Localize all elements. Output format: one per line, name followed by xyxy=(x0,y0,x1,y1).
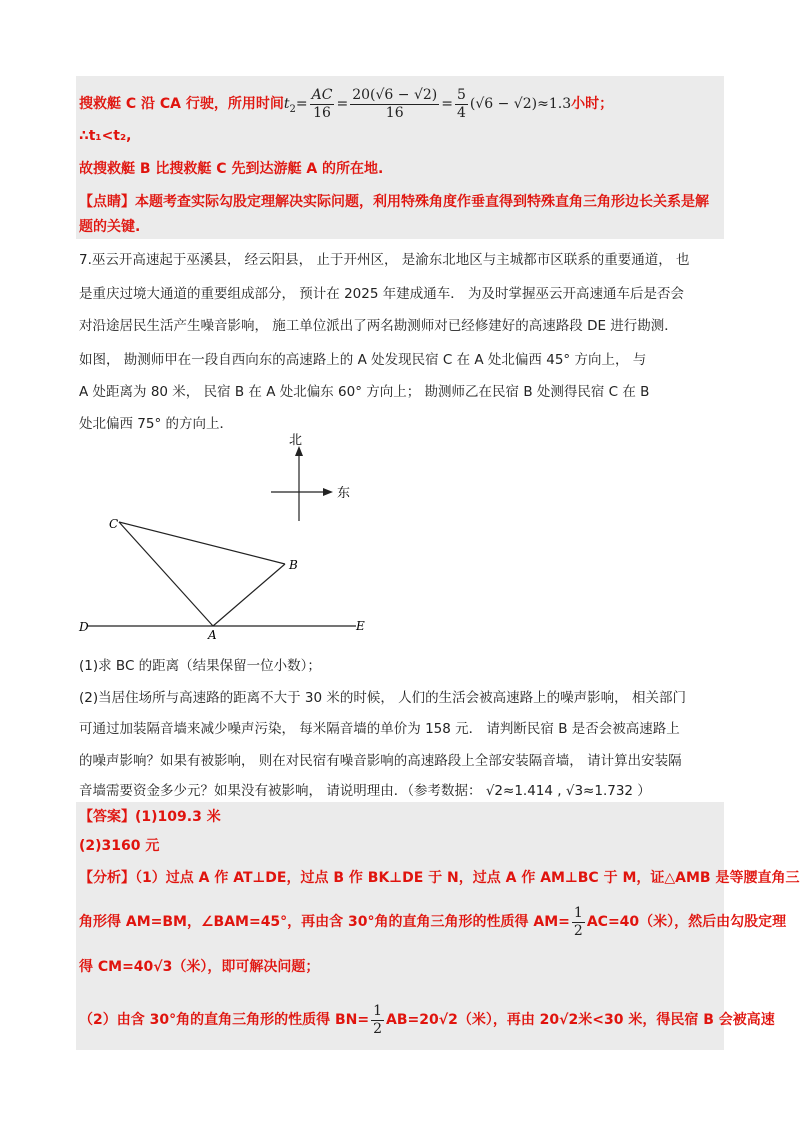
frac-den: 16 xyxy=(313,104,331,121)
label-d: D xyxy=(79,620,89,634)
label-c: C xyxy=(109,517,119,531)
comment-line-1 xyxy=(79,191,709,211)
fraction-half xyxy=(371,1003,384,1038)
answer-row-1 xyxy=(79,806,221,826)
fraction-ac-16 xyxy=(310,87,335,122)
north-label: 北 xyxy=(289,433,303,448)
analysis-text: AC=40（米），然后由勾股定理 xyxy=(586,914,787,930)
problem-line: 处北偏西 75° 的方向上． xyxy=(79,416,234,432)
answer-value: (√6 − √2)≈1.3 xyxy=(469,96,572,112)
problem-line: 是重庆过境大通道的重要组成部分， 预计在 2025 年建成通车． 为及时掌握巫云开高速通车后是否会 xyxy=(79,286,685,302)
conclusion-text: 故搜救艇 B 比搜救艇 C 先到达游艇 A 的所在地. xyxy=(79,161,384,177)
t2-symbol: t xyxy=(283,96,290,112)
fraction-half xyxy=(572,905,585,940)
segment-cb xyxy=(119,522,285,564)
question-1: (1)求 BC 的距离（结果保留一位小数）； xyxy=(79,658,321,674)
label-b: B xyxy=(289,558,298,572)
equals: = xyxy=(295,96,308,112)
comment-label: 【点睛】 xyxy=(79,194,135,210)
analysis-text: AB=20√2（米），再由 20√2米<30 米，得民宿 B 会被高速 xyxy=(386,1012,775,1028)
analysis-row-3 xyxy=(79,956,319,976)
analysis-label: 【分析】 xyxy=(79,870,135,886)
label-e: E xyxy=(356,619,365,633)
frac-den: 2 xyxy=(573,922,583,939)
analysis-row-4 xyxy=(79,1000,775,1040)
east-arrow-icon xyxy=(323,488,333,496)
answer-line-conclusion xyxy=(79,158,383,178)
frac-den: 2 xyxy=(373,1020,383,1037)
compass xyxy=(271,433,350,521)
answer-unit: 小时； xyxy=(571,96,614,112)
frac-num: 20(√6 − √2) xyxy=(352,86,438,103)
label-a: A xyxy=(208,628,217,642)
frac-num: 1 xyxy=(373,1002,383,1019)
comment-text-cont: 题的关键. xyxy=(79,219,141,235)
analysis-text: （2）由含 30°角的直角三角形的性质得 BN= xyxy=(79,1012,370,1028)
frac-num: 5 xyxy=(456,86,466,103)
analysis-row-2 xyxy=(79,902,786,942)
segment-ba xyxy=(213,564,285,626)
answer-text: 搜救艇 C 沿 CA 行驶，所用时间 xyxy=(79,96,284,112)
geometry-figure xyxy=(0,430,800,650)
fraction-5-4 xyxy=(455,87,468,122)
frac-num: 1 xyxy=(573,904,583,921)
answer-label: 【答案】 xyxy=(79,809,135,825)
analysis-text: 角形得 AM=BM，∠BAM=45°，再由含 30°角的直角三角形的性质得 AM= xyxy=(79,914,570,930)
comment-text: 本题考查实际勾股定理解决实际问题，利用特殊角度作垂直得到特殊直角三角形边长关系是解 xyxy=(135,194,709,210)
fraction-20-16 xyxy=(350,87,439,122)
answer-2-value: (2)3160 元 xyxy=(79,838,160,854)
compare-text: ∴t₁<t₂, xyxy=(79,128,132,144)
problem-line: A 处距离为 80 米， 民宿 B 在 A 处北偏东 60° 方向上； 勘测师乙在民宿 B 处测得民宿 C 在 B xyxy=(79,384,650,400)
frac-den: 4 xyxy=(456,104,466,121)
answer-line-time: 搜救艇 C 沿 CA 行驶，所用时间$t_2=$ $\frac{AC}{16}$ = $\frac{20(√6 - √2)}{16}$ = $\frac{5}{4}$ (√6 − √2)≈1.3小时； xyxy=(79,86,614,121)
problem-line: 7.巫云开高速起于巫溪县， 经云阳县， 止于开州区， 是渝东北地区与主城都市区联系的重要通道， 也 xyxy=(79,252,690,268)
frac-num: AC xyxy=(311,86,333,103)
question-2-line: 的噪声影响？如果有被影响， 则在对民宿有噪音影响的高速路段上全部安装隔音墙， 请计算出安装隔 xyxy=(79,753,682,769)
east-label: 东 xyxy=(337,486,351,501)
analysis-row-1 xyxy=(79,867,799,887)
problem-line: 如图， 勘测师甲在一段自西向东的高速路上的 A 处发现民宿 C 在 A 处北偏西 45° 方向上， 与 xyxy=(79,352,647,368)
analysis-text: 得 CM=40√3（米），即可解决问题； xyxy=(79,959,320,975)
question-2-line: 可通过加装隔音墙来减少噪声污染， 每米隔音墙的单价为 158 元． 请判断民宿 B 是否会被高速路上 xyxy=(79,721,680,737)
answer-1-value: (1)109.3 米 xyxy=(135,809,221,825)
question-2-line: 音墙需要资金多少元？如果没有被影响， 请说明理由．（参考数据： √2≈1.414 , √3≈1.732 ） xyxy=(79,783,651,799)
segment-ca xyxy=(119,522,213,626)
comment-line-2 xyxy=(79,216,140,236)
answer-line-compare xyxy=(79,128,131,144)
question-2-line: (2)当居住场所与高速路的距离不大于 30 米的时候， 人们的生活会被高速路上的噪声影响， 相关部门 xyxy=(79,690,686,706)
answer-row-2 xyxy=(79,835,159,855)
frac-den: 16 xyxy=(385,104,404,121)
analysis-text: （1）过点 A 作 AT⊥DE，过点 B 作 BK⊥DE 于 N，过点 A 作 AM⊥BC 于 M，证△AMB 是等腰直角三 xyxy=(135,870,800,886)
t2-subscript: 2 xyxy=(289,103,296,115)
problem-line: 对沿途居民生活产生噪音影响， 施工单位派出了两名勘测师对已经修建好的高速路段 DE 进行勘测． xyxy=(79,318,678,334)
